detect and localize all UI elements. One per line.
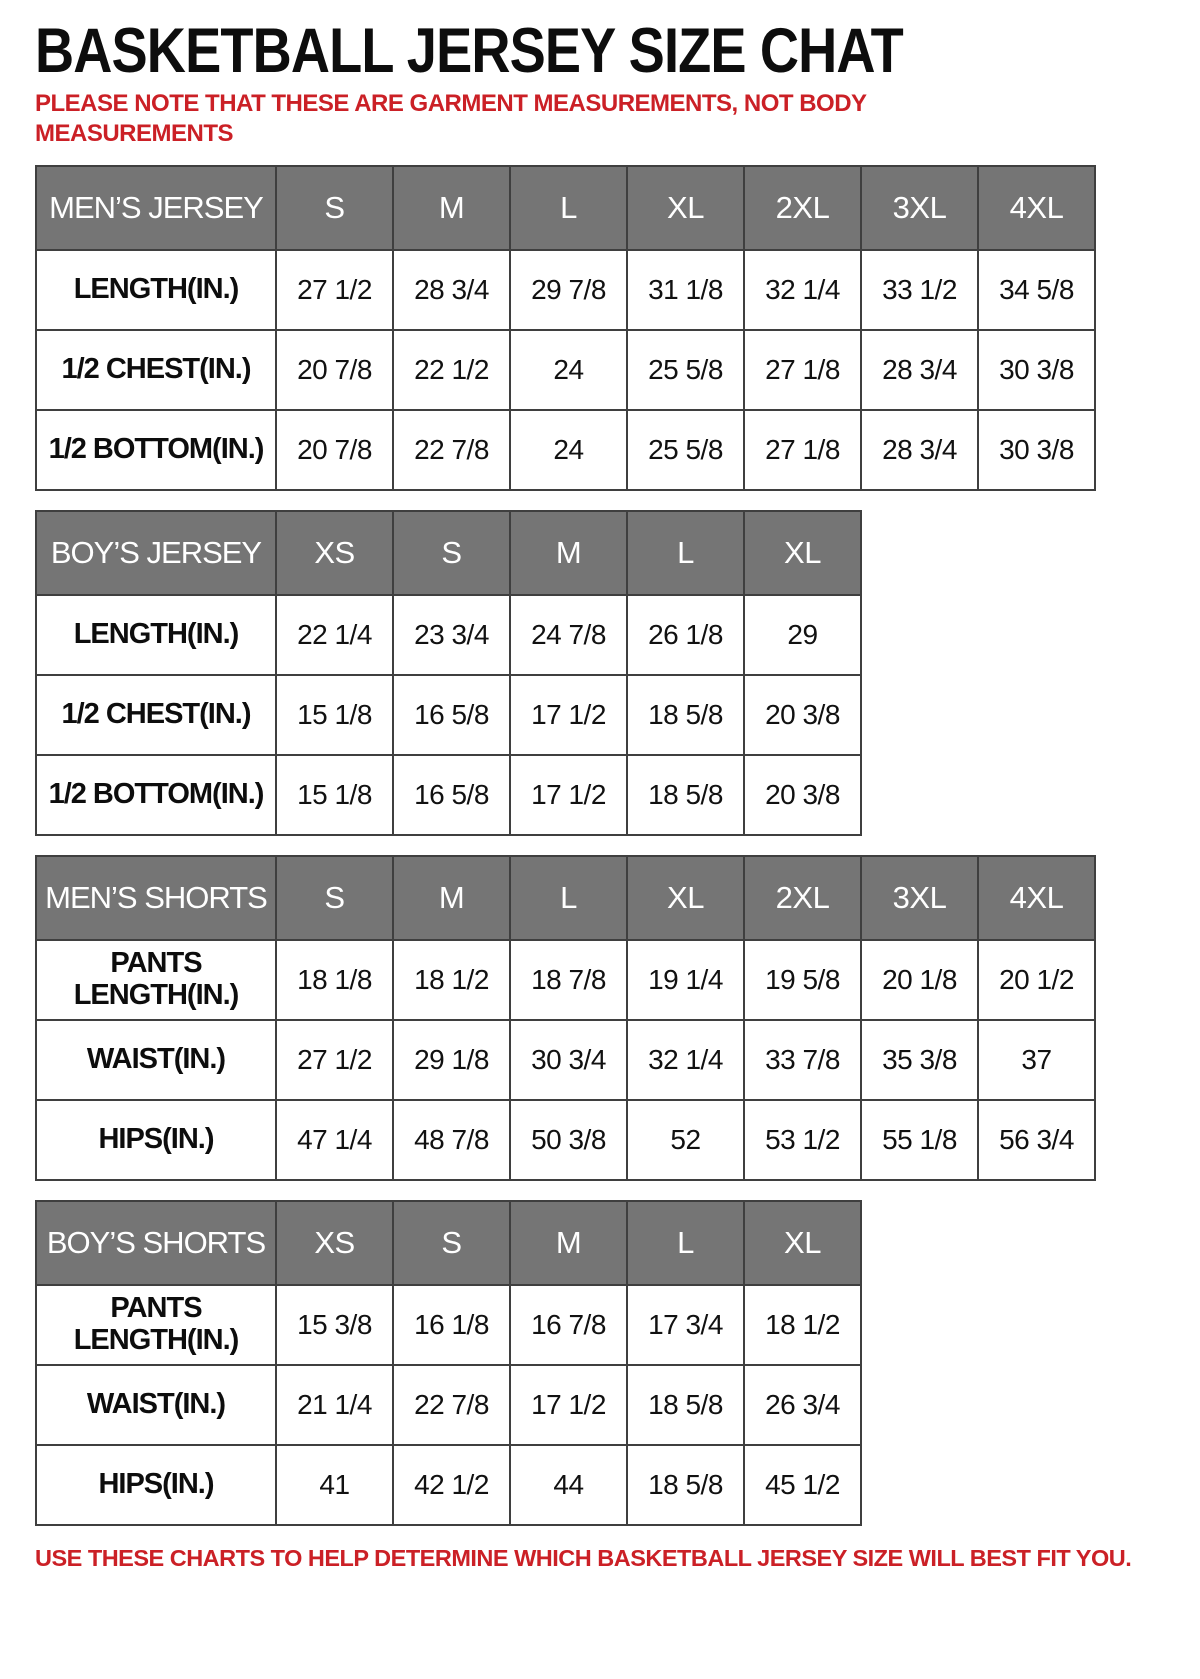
measurement-value-cell: 24 7/8 — [510, 595, 627, 675]
size-header-cell: S — [276, 166, 393, 250]
measurement-value-cell: 18 1/8 — [276, 940, 393, 1020]
measurement-value-cell: 28 3/4 — [393, 250, 510, 330]
measurement-value-cell: 22 1/4 — [276, 595, 393, 675]
measurement-value-cell: 48 7/8 — [393, 1100, 510, 1180]
measurement-value-cell: 20 7/8 — [276, 410, 393, 490]
boys-shorts-table — [35, 1200, 862, 1526]
measurement-value-cell: 16 5/8 — [393, 755, 510, 835]
mens-jersey-table — [35, 165, 1096, 491]
measurement-value-cell: 42 1/2 — [393, 1445, 510, 1525]
measurement-value-cell: 32 1/4 — [627, 1020, 744, 1100]
measurement-value-cell: 21 1/4 — [276, 1365, 393, 1445]
measurement-row — [36, 1445, 861, 1525]
measurement-row — [36, 755, 861, 835]
measurement-value-cell: 19 5/8 — [744, 940, 861, 1020]
measurement-label-cell: 1/2 CHEST(IN.) — [36, 330, 276, 410]
measurement-value-cell: 30 3/8 — [978, 330, 1095, 410]
measurement-row — [36, 1100, 1095, 1180]
measurement-value-cell: 37 — [978, 1020, 1095, 1100]
measurement-value-cell: 29 7/8 — [510, 250, 627, 330]
note-line-1: PLEASE NOTE THAT THESE ARE GARMENT MEASUREMENTS, NOT BODY — [35, 90, 867, 117]
size-header-cell: L — [627, 511, 744, 595]
measurement-value-cell: 25 5/8 — [627, 330, 744, 410]
boys-jersey-table — [35, 510, 862, 836]
measurement-value-cell: 26 1/8 — [627, 595, 744, 675]
size-header-row — [36, 511, 861, 595]
size-header-cell: XL — [627, 856, 744, 940]
measurement-value-cell: 30 3/4 — [510, 1020, 627, 1100]
measurement-value-cell: 30 3/8 — [978, 410, 1095, 490]
measurement-value-cell: 44 — [510, 1445, 627, 1525]
measurement-value-cell: 53 1/2 — [744, 1100, 861, 1180]
measurement-row — [36, 410, 1095, 490]
measurement-label-cell: WAIST(IN.) — [36, 1020, 276, 1100]
measurement-row — [36, 1365, 861, 1445]
size-header-row — [36, 166, 1095, 250]
measurement-value-cell: 22 7/8 — [393, 410, 510, 490]
measurement-value-cell: 29 — [744, 595, 861, 675]
measurement-value-cell: 25 5/8 — [627, 410, 744, 490]
size-header-cell: XL — [744, 511, 861, 595]
size-header-cell: 3XL — [861, 856, 978, 940]
measurement-label-cell: LENGTH(IN.) — [36, 250, 276, 330]
measurement-value-cell: 45 1/2 — [744, 1445, 861, 1525]
note-line-2: MEASUREMENTS — [35, 120, 234, 147]
table-name-cell: MEN’S JERSEY — [36, 166, 276, 250]
table-name-cell: BOY’S JERSEY — [36, 511, 276, 595]
measurement-value-cell: 17 1/2 — [510, 1365, 627, 1445]
size-header-cell: S — [393, 1201, 510, 1285]
measurement-value-cell: 24 — [510, 330, 627, 410]
measurement-value-cell: 34 5/8 — [978, 250, 1095, 330]
measurement-value-cell: 19 1/4 — [627, 940, 744, 1020]
measurement-value-cell: 47 1/4 — [276, 1100, 393, 1180]
measurement-value-cell: 15 1/8 — [276, 675, 393, 755]
size-header-row — [36, 1201, 861, 1285]
measurement-row — [36, 1285, 861, 1365]
measurement-value-cell: 26 3/4 — [744, 1365, 861, 1445]
measurement-row — [36, 595, 861, 675]
size-header-cell: 4XL — [978, 856, 1095, 940]
measurement-label-cell: LENGTH(IN.) — [36, 595, 276, 675]
size-header-cell: XS — [276, 511, 393, 595]
size-header-cell: 4XL — [978, 166, 1095, 250]
measurement-value-cell: 41 — [276, 1445, 393, 1525]
footer-note: USE THESE CHARTS TO HELP DETERMINE WHICH BASKETBALL JERSEY SIZE WILL BEST FIT YOU. — [35, 1545, 1132, 1571]
size-header-cell: XL — [627, 166, 744, 250]
measurement-value-cell: 16 7/8 — [510, 1285, 627, 1365]
measurement-value-cell: 35 3/8 — [861, 1020, 978, 1100]
measurement-value-cell: 28 3/4 — [861, 410, 978, 490]
size-header-cell: 2XL — [744, 856, 861, 940]
measurement-value-cell: 23 3/4 — [393, 595, 510, 675]
measurement-value-cell: 56 3/4 — [978, 1100, 1095, 1180]
measurement-value-cell: 18 1/2 — [393, 940, 510, 1020]
measurement-label-cell: HIPS(IN.) — [36, 1100, 276, 1180]
measurement-value-cell: 27 1/2 — [276, 1020, 393, 1100]
measurement-row — [36, 940, 1095, 1020]
measurement-label-cell: 1/2 BOTTOM(IN.) — [36, 410, 276, 490]
measurement-value-cell: 18 5/8 — [627, 1365, 744, 1445]
garment-measurement-note — [35, 89, 1165, 149]
measurement-value-cell: 24 — [510, 410, 627, 490]
measurement-label-cell: 1/2 BOTTOM(IN.) — [36, 755, 276, 835]
measurement-value-cell: 15 1/8 — [276, 755, 393, 835]
measurement-value-cell: 18 5/8 — [627, 675, 744, 755]
measurement-value-cell: 33 1/2 — [861, 250, 978, 330]
measurement-row — [36, 675, 861, 755]
size-header-cell: L — [510, 856, 627, 940]
measurement-value-cell: 32 1/4 — [744, 250, 861, 330]
size-header-cell: M — [510, 511, 627, 595]
size-header-cell: L — [510, 166, 627, 250]
measurement-value-cell: 17 3/4 — [627, 1285, 744, 1365]
measurement-row — [36, 1020, 1095, 1100]
measurement-value-cell: 27 1/2 — [276, 250, 393, 330]
size-header-cell: M — [510, 1201, 627, 1285]
size-header-cell: S — [276, 856, 393, 940]
measurement-value-cell: 16 5/8 — [393, 675, 510, 755]
size-header-cell: 3XL — [861, 166, 978, 250]
measurement-label-cell: PANTS LENGTH(IN.) — [36, 940, 276, 1020]
measurement-label-cell: HIPS(IN.) — [36, 1445, 276, 1525]
measurement-value-cell: 18 5/8 — [627, 755, 744, 835]
measurement-value-cell: 15 3/8 — [276, 1285, 393, 1365]
measurement-value-cell: 28 3/4 — [861, 330, 978, 410]
measurement-value-cell: 20 7/8 — [276, 330, 393, 410]
size-header-cell: M — [393, 166, 510, 250]
measurement-value-cell: 22 1/2 — [393, 330, 510, 410]
measurement-value-cell: 22 7/8 — [393, 1365, 510, 1445]
size-header-cell: M — [393, 856, 510, 940]
table-name-cell: MEN’S SHORTS — [36, 856, 276, 940]
size-header-cell: XS — [276, 1201, 393, 1285]
measurement-value-cell: 29 1/8 — [393, 1020, 510, 1100]
measurement-value-cell: 50 3/8 — [510, 1100, 627, 1180]
size-header-cell: XL — [744, 1201, 861, 1285]
measurement-label-cell: 1/2 CHEST(IN.) — [36, 675, 276, 755]
measurement-label-cell: WAIST(IN.) — [36, 1365, 276, 1445]
mens-shorts-table — [35, 855, 1096, 1181]
measurement-value-cell: 27 1/8 — [744, 410, 861, 490]
size-header-cell: 2XL — [744, 166, 861, 250]
measurement-value-cell: 18 7/8 — [510, 940, 627, 1020]
measurement-value-cell: 16 1/8 — [393, 1285, 510, 1365]
measurement-value-cell: 17 1/2 — [510, 675, 627, 755]
measurement-row — [36, 250, 1095, 330]
table-name-cell: BOY’S SHORTS — [36, 1201, 276, 1285]
measurement-value-cell: 27 1/8 — [744, 330, 861, 410]
size-header-cell: S — [393, 511, 510, 595]
measurement-value-cell: 55 1/8 — [861, 1100, 978, 1180]
measurement-value-cell: 52 — [627, 1100, 744, 1180]
measurement-row — [36, 330, 1095, 410]
page-title: BASKETBALL JERSEY SIZE CHAT — [35, 16, 903, 86]
measurement-value-cell: 31 1/8 — [627, 250, 744, 330]
measurement-value-cell: 20 1/8 — [861, 940, 978, 1020]
measurement-value-cell: 18 5/8 — [627, 1445, 744, 1525]
measurement-value-cell: 20 1/2 — [978, 940, 1095, 1020]
size-header-cell: L — [627, 1201, 744, 1285]
measurement-value-cell: 20 3/8 — [744, 755, 861, 835]
measurement-label-cell: PANTS LENGTH(IN.) — [36, 1285, 276, 1365]
measurement-value-cell: 17 1/2 — [510, 755, 627, 835]
measurement-value-cell: 18 1/2 — [744, 1285, 861, 1365]
size-header-row — [36, 856, 1095, 940]
measurement-value-cell: 33 7/8 — [744, 1020, 861, 1100]
measurement-value-cell: 20 3/8 — [744, 675, 861, 755]
